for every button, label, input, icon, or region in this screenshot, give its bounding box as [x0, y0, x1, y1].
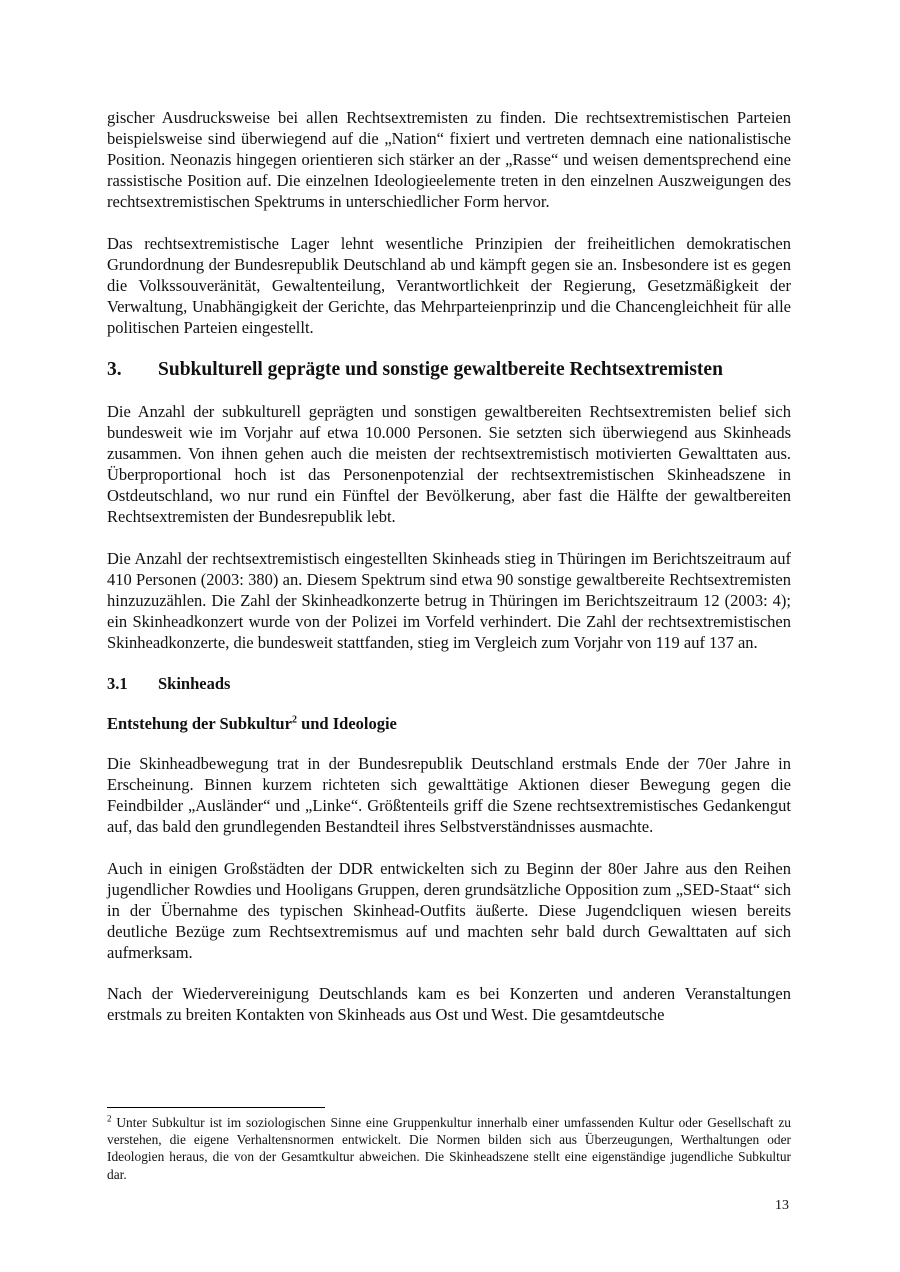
paragraph-subculture-count: Die Anzahl der subkulturell geprägten und sonstigen gewaltbereiten Rechtsextremisten belief sich bundesweit wie im Vorjahr auf etwa 10.000 Personen. Sie setzten sich überwiegend aus Skinheads zusammen. Von ihnen gehen auch die meisten der rechtsextremistisch motivierten Gewalttaten aus. Überproportional hoch ist das Personenpotenzial der rechtsextremistischen Skinheadszene in Ostdeutschland, wo nur rund ein Fünftel der Bevölkerung, aber fast die Hälfte der gewaltbereiten Rechtsextremisten der Bundesrepublik lebt.	[107, 402, 791, 526]
paragraph-thuringia: Die Anzahl der rechtsextremistisch eingestellten Skinheads stieg in Thüringen im Berichtszeitraum auf 410 Personen (2003: 380) an. Diesem Spektrum sind etwa 90 sonstige gewaltbereite Rechtsextremisten hinzuzuzählen. Die Zahl der Skinheadkonzerte betrug in Thüringen im Berichtszeitraum 12 (2003: 4); ein Skinheadkonzert wurde von der Polizei im Vorfeld verhindert. Die Zahl der rechtsextremistischen Skinheadkonzerte, die bundesweit stattfanden, stieg im Vergleich zum Vorjahr von 119 auf 137 an.	[107, 548, 791, 652]
paragraph-ddr: Auch in einigen Großstädten der DDR entwickelten sich zu Beginn der 80er Jahre aus den Reihen jugendlicher Rowdies und Hooligans Gruppen, deren grundsätzliche Opposition zum „SED-Staat“ sich in der Übernahme des typischen Skinhead-Outfits äußerte. Diese Jugendcliquen wiesen bereits deutliche Bezüge zum Rechtsextremismus auf und machten sehr bald durch Gewalttaten auf sich aufmerksam.	[107, 858, 791, 962]
footnote-reference[interactable]: 2	[291, 714, 297, 726]
subheading-text-end: und Ideologie	[296, 714, 397, 733]
subsection-number: 3.1	[107, 674, 128, 693]
subheading-text: Entstehung der Subkultur	[107, 714, 292, 733]
paragraph-skinhead-origin: Die Skinheadbewegung trat in der Bundesrepublik Deutschland erstmals Ende der 70er Jahre in Erscheinung. Binnen kurzem richteten sich gewalttätige Aktionen dieser Bewegung gegen die Feindbilder „Ausländer“ und „Linke“. Größtenteils griff die Szene rechtsextremistisches Gedankengut auf, das bald den grundlegenden Bestandteil ihres Selbstverständnisses ausmachte.	[107, 754, 791, 836]
footnote-text: Unter Subkultur ist im soziologischen Sinne eine Gruppenkultur innerhalb einer umfassenden Kultur oder Gesellschaft zu verstehen, die eigene Verhaltensnormen entwickelt. Die Normen bilden sich aus Überzeugungen, Werthaltungen oder Ideologien heraus, die von der Gesamtkultur abweichen. Die Skinheadszene stellt eine eigenständige jugendliche Subkultur dar.	[107, 1115, 791, 1182]
section-title: Subkulturell geprägte und sonstige gewaltbereite Rechtsextremisten	[158, 359, 723, 380]
subsection-heading	[107, 673, 791, 694]
subsection-title: Skinheads	[158, 674, 231, 693]
page-number: 13	[775, 1198, 789, 1213]
section-number: 3.	[107, 359, 122, 380]
section-heading	[107, 358, 791, 382]
paragraph-fdgo: Das rechtsextremistische Lager lehnt wesentliche Prinzipien der freiheitlichen demokratischen Grundordnung der Bundesrepublik Deutschland ab und kämpft gegen sie an. Insbesondere ist es gegen die Volkssouveränität, Gewaltenteilung, Verantwortlichkeit der Regierung, Gesetzmäßigkeit der Verwaltung, Unabhängigkeit der Gerichte, das Mehrparteienprinzip und die Chancengleichheit für alle politischen Parteien eingestellt.	[107, 233, 791, 337]
subheading-origin	[107, 713, 791, 734]
page-body	[107, 107, 791, 1046]
paragraph-reunification: Nach der Wiedervereinigung Deutschlands kam es bei Konzerten und anderen Veranstaltungen erstmals zu breiten Kontakten von Skinheads aus Ost und West. Die gesamtdeutsche	[107, 984, 791, 1024]
footnote-divider	[107, 1107, 325, 1108]
footnote	[107, 1114, 791, 1183]
footnote-marker: 2	[107, 1113, 112, 1124]
paragraph-ideology: gischer Ausdrucksweise bei allen Rechtsextremisten zu finden. Die rechtsextremistischen Parteien beispielsweise sind überwiegend auf die „Nation“ fixiert und vertreten demnach eine nationalistische Position. Neonazis hingegen orientieren sich stärker an der „Rasse“ und weisen dementsprechend eine rassistische Position auf. Die einzelnen Ideologieelemente treten in den einzelnen Auszweigungen des rechtsextremistischen Spektrums in unterschiedlicher Form hervor.	[107, 108, 791, 211]
